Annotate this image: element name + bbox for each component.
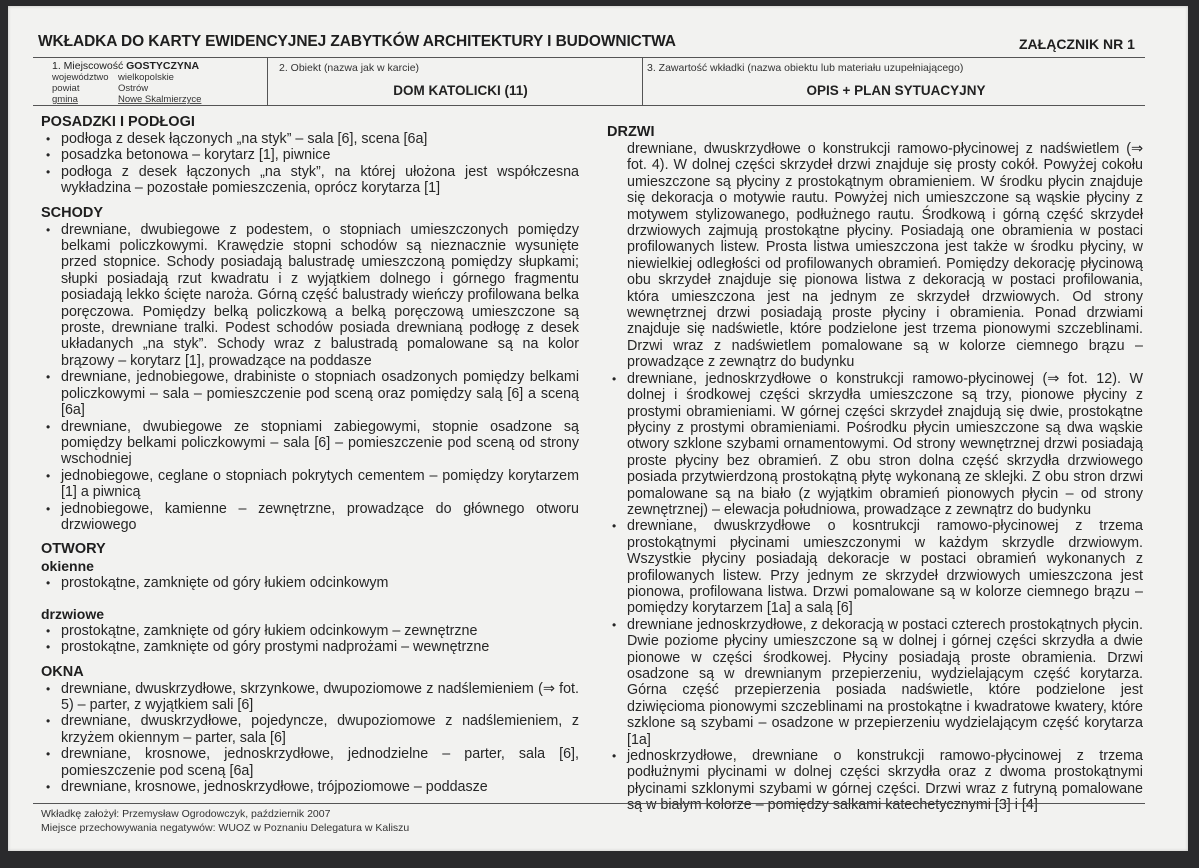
bullet-list <box>41 222 579 534</box>
subsection-heading: okienne <box>41 558 94 575</box>
footer <box>41 807 409 835</box>
bullet-list <box>607 371 1143 814</box>
list-item: • jednoskrzydłowe, drewniane o konstrukcji ramowo-płycinowej z trzema podłużnymi płycinami w dolnej części skrzydła oraz z dwoma prostokątnymi płycinami szklonymi szybami w górnej części. Drzwi wraz z futryną pomalowane są w białym kolorze – pomiędzy salkami katechetycznymi [3] i [4] <box>607 748 1143 814</box>
row-value: wielkopolskie <box>118 72 174 83</box>
section-heading: OKNA <box>41 663 84 680</box>
list-item: • drewniane, dwuskrzydłowe, skrzynkowe, dwupoziomowe z nadślemieniem (⇒ fot. 5) – parter, z wyjątkiem sali [6] <box>41 681 579 714</box>
list-item: • drewniane, dwuskrzydłowe, pojedyncze, dwupoziomowe z nadślemieniem, z krzyżem okiennym – parter, sala [6] <box>41 713 579 746</box>
list-item: • drewniane, krosnowe, jednoskrzydłowe, jednodzielne – parter, sala [6], pomieszczenie pod sceną [6a] <box>41 746 579 779</box>
list-item: • drewniane, dwubiegowe ze stopniami zabiegowymi, stopnie osadzone są pomiędzy belkami policzkowymi – sala [6] – pomieszczenie pod sceną od strony wschodniej <box>41 419 579 468</box>
list-item: • jednobiegowe, kamienne – zewnętrzne, prowadzące do głównego otworu drzwiowego <box>41 501 579 534</box>
document-title: WKŁADKA DO KARTY EWIDENCYJNEJ ZABYTKÓW ARCHITEKTURY I BUDOWNICTWA <box>38 33 676 50</box>
list-item: • drewniane jednoskrzydłowe, z dekoracją w postaci czterech prostokątnych płycin. Dwie poziome płyciny umieszczone są w dolnej i górnej części skrzydła a dwie pionowe w części środkowej. Płyciny posiadają proste obramienia. Drzwi osadzone są w drewnianym przepierzeniu, wydzielającym część korytarza. Górna część przepierzenia posiada nadświetle, które podzielone jest dziwięcioma pionowymi szczeblinami na prostokątne i kwadratowe kwatery, które szklone są szybami – osadzone w przepierzeniu wydzielającym część korytarza [1a] <box>607 617 1143 748</box>
contents-cell <box>643 58 1145 105</box>
section-otwory <box>41 541 579 655</box>
left-column <box>41 114 579 803</box>
row-value: Nowe Skalmierzyce <box>118 94 202 105</box>
section-heading: OTWORY <box>41 541 106 558</box>
header-table <box>33 57 1145 106</box>
list-item: • drewniane, dwubiegowe z podestem, o stopniach umieszczonych pomiędzy belkami policzkowymi. Krawędzie stopni schodów są nieznacznie wysunięte przed stopnice. Schody posiadają balustradę umieszczoną pomiędzy słupkami; słupki posiadają rzut kwadratu i z wyjątkiem dolnego i górnego fragmentu posiadają lekko ścięte naroża. Górną część balustrady wieńczy profilowana belka poręczowa. Pomiędzy belką policzkową a belką poręczową umieszczone są proste, drewniane tralki. Podest schodów posiada drewnianą podłogę z desek układanych „na styk”. Schody wraz z balustradą pomalowane są na kolor brązowy – korytarz [1], prowadzące na poddasze <box>41 222 579 370</box>
object-value: DOM KATOLICKI (11) <box>393 83 528 98</box>
list-item: • prostokątne, zamknięte od góry łukiem odcinkowym <box>41 575 579 591</box>
location-row <box>52 72 267 83</box>
location-row <box>52 83 267 94</box>
location-row <box>52 94 267 105</box>
section-okna <box>41 664 579 796</box>
list-item: • drewniane, jednobiegowe, drabiniste o stopniach osadzonych pomiędzy belkami policzkowymi – sala – pomieszczenie pod sceną oraz pomiędzy salą [6] a sceną [6a] <box>41 369 579 418</box>
list-item: • jednobiegowe, ceglane o stopniach pokrytych cementem – pomiędzy korytarzem [1] a piwnicą <box>41 468 579 501</box>
list-item: • prostokątne, zamknięte od góry łukiem odcinkowym – zewnętrzne <box>41 623 579 639</box>
section-heading: POSADZKI I PODŁOGI <box>41 114 195 130</box>
section-heading: DRZWI <box>607 124 655 140</box>
footer-author: Wkładkę założył: Przemysław Ogrodowczyk, październik 2007 <box>41 808 331 820</box>
section-schody <box>41 205 579 534</box>
location-value: GOSTYCZYNA <box>126 60 200 72</box>
contents-value: OPIS + PLAN SYTUACYJNY <box>806 83 986 98</box>
location-cell <box>33 58 267 105</box>
list-item: • prostokątne, zamknięte od góry prostymi nadprożami – wewnętrzne <box>41 639 579 655</box>
footer-divider <box>33 803 1145 804</box>
object-label: 2. Obiekt (nazwa jak w karcie) <box>279 62 420 74</box>
list-item: • podłoga z desek łączonych „na styk”, na której ułożona jest współczesna wykładzina – pozostałe pomieszczenia, oprócz korytarza [1] <box>41 164 579 197</box>
section-posadzki <box>41 114 579 197</box>
bullet-list <box>41 575 579 591</box>
list-item: • drewniane, jednoskrzydłowe o konstrukcji ramowo-płycinowej (⇒ fot. 12). W dolnej i środkowej części skrzydła umieszczone są trzy, pionowe płyciny z prostymi obramieniami. W górnej części skrzydeł znajdują się dwie, prostokątne płyciny z prostymi obramieniami. Pośrodku płycin umieszczone są dwa wąskie otwory szklone szybami ornamentowymi. Od strony wewnętrznej drzwi posiadają proste płyciny bez obramień. Z obu stron dolna część skrzydła drzwiowego posiada przytwierdzoną prostokątną płytę wykonaną ze sklejki. Z obu stron drzwi pomalowane są na biało (z wyjątkim obramień pionowych płycin – od strony zewnętrznej) – elewacja południowa, prowadzące z zewnątrz do budynku <box>607 371 1143 519</box>
bullet-list <box>41 681 579 796</box>
row-key: powiat <box>52 83 80 94</box>
bullet-list <box>41 623 579 656</box>
bullet-list <box>41 131 579 197</box>
right-column <box>607 124 1143 814</box>
list-item: • podłoga z desek łączonych „na styk” – sala [6], scena [6a] <box>41 131 579 147</box>
location-line <box>52 60 267 72</box>
section-heading: SCHODY <box>41 204 104 221</box>
object-cell <box>267 58 643 105</box>
row-value: Ostrów <box>118 83 149 94</box>
list-item: • drewniane, krosnowe, jednoskrzydłowe, trójpoziomowe – poddasze <box>41 779 579 795</box>
list-item: • posadzka betonowa – korytarz [1], piwnice <box>41 147 579 163</box>
footer-storage: Miejsce przechowywania negatywów: WUOZ w Poznaniu Delegatura w Kaliszu <box>41 822 410 834</box>
location-label: 1. Miejscowość <box>52 60 124 72</box>
row-key: gmina <box>52 94 78 105</box>
contents-label: 3. Zawartość wkładki (nazwa obiektu lub materiału uzupełniającego) <box>647 62 964 74</box>
row-key: województwo <box>52 72 109 83</box>
annex-label: ZAŁĄCZNIK NR 1 <box>1019 36 1135 52</box>
paragraph: drewniane, dwuskrzydłowe o konstrukcji ramowo-płycinowej z nadświetlem (⇒ fot. 4). W dolnej części skrzydeł drzwi znajduje się prosty cokół. Powyżej cokołu umieszczone są płyciny z prostokątnym obramieniem. W środku płycin znajduje się dekoracja o motywie rautu. Powyżej nich umieszczone są wąskie płyciny z motywem stylizowanego, podłużnego rautu. Środkową i górną część skrzydeł drzwiowych zajmują prostokątne płyciny. Posiadają one obramienia w postaci profilowanych listew. Prosta listwa umieszczona jest także w środku płyciny, w niewielkiej odległości od profilowanych obramień. Pomiędzy dekorację płycinową obu skrzydeł znajduje się pionowa listwa z dekoracją w postaci profilowania, która umieszczona jest na jednym ze skrzydeł drzwiowych. Od strony wewnętrznej drzwi posiadają proste płyciny i obramienia. Ponad drzwiami znajduje się nadświetle, które podzielone jest trzema pionowymi szczeblinami. Drzwi wraz z nadświetlem pomalowane są w kolorze ciemnego brązu – prowadzące z zewnątrz do budynku <box>627 141 1143 371</box>
list-item: • drewniane, dwuskrzydłowe o kosntrukcji ramowo-płycinowej z trzema prostokątnymi płycinami umieszczonymi w każdym skrzydle drzwiowym. Wszystkie płyciny posiadają dekoracje w postaci obramień wykonanych z profilowanych listew. Przy jednym ze skrzydeł drzwiowych umieszczona jest pionowa, profilowana listwa. Drzwi pomalowane są w kolorze ciemnego brązu – pomiędzy korytarzem [1a] a salą [6] <box>607 518 1143 616</box>
subsection-heading: drzwiowe <box>41 605 105 622</box>
